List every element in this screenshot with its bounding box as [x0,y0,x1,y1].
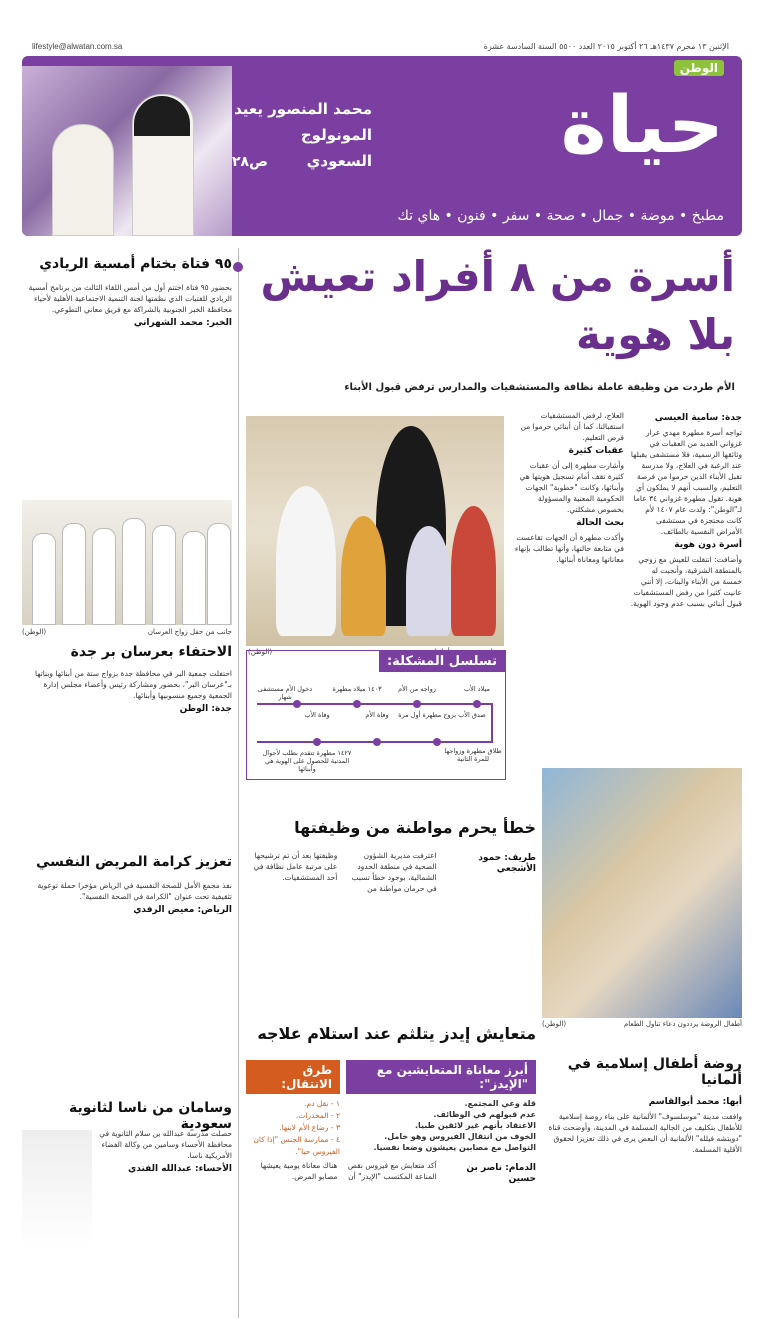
masthead-strip [0,0,765,52]
germany-col [542,1094,742,1304]
sidebar-story3-byline: الرياض: معيض الرفدي [133,905,232,915]
sidebar-story2-headline[interactable]: الاحتفاء بعرسان بر جدة [70,644,232,660]
sidebar-story2-body: احتفلت جمعية البر في محافظة جدة بزواج ستة من أبنائها وبناتها بـ"عرسان البر"، بحضور ومشاركة رئيس وأعضاء مجلس إدارة الجمعية وجميع منسوبيها وأبنائها. [34,669,232,700]
main-headline[interactable] [255,248,735,364]
sidebar-story1-headline[interactable]: ٩٥ فتاة بختام أمسية الريادي [39,256,232,272]
main-text-5: وأكدت مطهرة أن الجهات تقاعست في متابعة حالتها، وأنها تطالب بإنهاء معاناتها ومعاناة أبنائها. [514,533,624,564]
aids-text [246,1160,536,1300]
kindergarten-credit: (الوطن) [542,1020,567,1028]
aids-box-item: الخوف من انتقال الفيروس وهو خامل. [384,1132,536,1141]
family-photo-credit: (الوطن) [248,648,273,656]
sidebar-story3-body: نفذ مجمع الأمل للصحة النفسية في الرياض مؤخرا حملة توعوية تثقيفية تحت عنوان "الكرامة في الصحة النفسية". [37,881,232,901]
sidebar-story4-byline: الأحساء: عبدالله الفندي [128,1164,232,1174]
transfer-item: ٣ - رضاع الأم لابنها. [279,1123,340,1132]
aids-box-item: الاعتقاد بأنهم غير لائقين طبيا. [414,1121,536,1130]
kindergarten-photo [542,768,742,1018]
aids-box-item: التواصل مع مصابين يعيشون وضعا نفسيا. [373,1143,536,1152]
timeline-step: ميلاد الأب [464,685,490,693]
transfer-title: طرق الانتقال: [246,1060,340,1094]
column-divider [238,248,239,1318]
brand-logo: الوطن [674,60,724,76]
timeline-step: زواجه من الأم [398,685,436,693]
main-subheadline: الأم طردت من وظيفة عاملة نظافة والمستشفيات والمدارس ترفض قبول الأبناء [344,382,735,393]
sidebar-story2-byline: جدة: الوطن [179,704,232,714]
aids-text-body: أكد متعايش مع فيروس نقص المناعة المكتسب "الإيدز" أن هناك معاناة يومية يعيشها مصابو المرض. [260,1161,437,1181]
transfer-item: ٢ - المخدرات. [295,1111,340,1120]
main-text-4: وأشارت مطهرة إلى أن عقبات كثيرة تقف أمام تسجيل هويتها هي وأبنائها، وكانت "خطوبة" الجهات الحكومية المعنية والمسؤولة بخصوص مشكلتي. [519,461,624,514]
germany-byline: أبها: محمد أبوالقاسم [648,1097,742,1107]
main-text-3: العلاج، لرفض المستشفيات استقبالنا، كما أن أبنائي حرموا من فرص التعليم. [520,411,624,442]
aids-box-item: قلة وعي المجتمع. [464,1099,536,1108]
story-error-byline: طريف: حمود الأشجعي [478,853,536,874]
main-subhead-1: أسرة دون هوية [674,540,742,550]
kindergarten-caption: أطفال الروضة يرددون دعاء تناول الطعام [623,1020,742,1028]
divider-dot [233,262,243,272]
main-text-1: تواجه أسرة مطهرة مهدي عرار غزواني العديد من العقبات في وثائقها الرسمية، فلا مستشفى يقبلها عند الرغبة في العلاج، ولا مدرسة تقبل الأبناء الذين حرموا من فرصة التعليم، والسبب أنهم لا يملكون أي هوية. تقول مطهرة غزواني ٣٤ عاما لـ"الوطن": ولدت عام ١٤٠٧ لأم كانت محتجزة في مستشفى الأمراض النفسية بالطائف. [630,428,742,536]
main-headline-line1: أسرة من ٨ أفراد تعيش [260,252,735,301]
timeline-step: صدق الأب بزوج مطهرة أول مرة [398,711,486,719]
sidebar-story4-text [98,1128,232,1318]
story-error-text: اعترفت مديرية الشؤون الصحية في منطقة الحدود الشمالية، بوجود خطأ تسبب في حرمان مواطنة من وظيفتها بعد أن تم ترشيحها على مرتبة عامل نظافة في أحد المستشفيات. [253,851,437,893]
transfer-box [246,1060,340,1158]
section-nav[interactable]: مطبخ • موضة • جمال • صحة • سفر • فنون • هاي تك [397,208,724,224]
contact-email[interactable]: lifestyle@alwatan.com.sa [32,42,123,51]
aids-byline: الدمام: ناصر بن حسين [466,1163,536,1184]
main-byline: جدة: سامية العيسى [654,413,742,423]
aids-headline[interactable]: متعايش إيدز يتلثم عند استلام علاجه [257,1024,536,1043]
wedding-photo [22,500,232,625]
sidebar-story2-text [22,668,232,843]
germany-headline[interactable]: روضة أطفال إسلامية في ألمانيا [567,1056,742,1088]
timeline-step: وفاة الأم [365,711,389,719]
main-story-col1 [630,410,742,750]
section-title: حياة [560,81,724,171]
main-story-col2 [512,410,624,750]
sidebar-story4-headline[interactable]: وسامان من ناسا لثانوية سعودية [68,1100,232,1132]
timeline-step: دخول الأم مستشفى شهار [257,685,313,701]
sidebar-story3-headline[interactable]: تعزيز كرامة المريض النفسي [35,854,232,870]
teaser-text[interactable]: محمد المنصور يعيد المونولوج السعودي [234,100,372,170]
germany-text: وافقت مدينة "موسلسوف" الألمانية على بناء روضة إسلامية للأطفال بتكليف من الجالية المسلمة في المدينة، وأوضحت قناة "دويتشه فيلله" الألمانية أن البعض يرى في ذلك تعزيزا لحقوق الأقلية المسلمة. [548,1112,742,1154]
timeline-step: وفاة الأب [304,711,330,719]
teaser-page: ص٢٨ [232,154,268,170]
aids-box-title: أبرز معاناة المتعايشين مع "الإيدز": [346,1060,536,1094]
timeline-step: ١٤٢٧ مطهرة تتقدم بطلب لأحوال المدنية للحصول على الهوية هي وأبنائها [262,749,352,773]
sidebar-story1-text [22,282,232,452]
timeline-step: طلاق مطهرة وزواجها للمرة الثانية [444,747,502,763]
wedding-credit: (الوطن) [22,628,47,636]
monologue-photo [22,66,232,236]
transfer-item: ١ - نقل دم. [304,1099,340,1108]
problem-timeline [246,650,506,780]
sidebar-story1-byline: الخبر: محمد الشهراني [133,318,232,328]
main-subhead-3: بحث الحالة [576,518,624,528]
problem-title: تسلسل المشكلة: [379,651,505,672]
family-photo [246,416,504,646]
main-text-2: وأضافت: انتقلت للعيش مع زوجي بالمنطقة الشرقية، وأنجبت له خمسة من الأبناء والبنات، إلا أنني عانيت كثيرا من رفض المستشفيات قبول أبنائي بسبب عدم وجود الهوية. [630,555,742,608]
main-headline-line2: بلا هوية [576,310,735,359]
aids-box-item: عدم قبولهم في الوظائف. [433,1110,536,1119]
timeline-step: ١٤٠٣ ميلاد مطهرة [332,685,382,693]
story-error-col [246,850,536,1010]
sidebar-story4-body: حصلت مدرسة عبدالله بن سلام الثانوية في محافظة الأحساء وسامين من وكالة الفضاء الأمريكية ناسا. [99,1129,232,1160]
sidebar-story1-body: بحضور ٩٥ فتاة اختتم أول من أمس اللقاء الثالث من برنامج أمسية الريادي للفتيات الذي نظمتها لجنة التنمية الاجتماعية الأهلية لأحياء محافظة الخبر الجنوبية بالشراكة مع فريق معاني التطوعي. [28,283,232,314]
issue-date-line: الإثنين ١٣ محرم ١٤٣٧هـ ٢٦ أكتوبر ٢٠١٥ العدد ٥٥٠٠ السنة السادسة عشرة [483,42,729,51]
wedding-caption: جانب من حفل زواج العرسان [147,628,232,636]
transfer-item: ٤ - ممارسة الجنس "إذا كان الفيروس حيا". [253,1135,340,1156]
principal-photo [22,1130,92,1250]
sidebar-story3-text [22,880,232,1090]
aids-box [346,1060,536,1153]
main-subhead-2: عقبات كثيرة [568,446,624,456]
story-error-headline[interactable]: خطأ يحرم مواطنة من وظيفتها [294,818,536,837]
section-banner [22,56,742,236]
